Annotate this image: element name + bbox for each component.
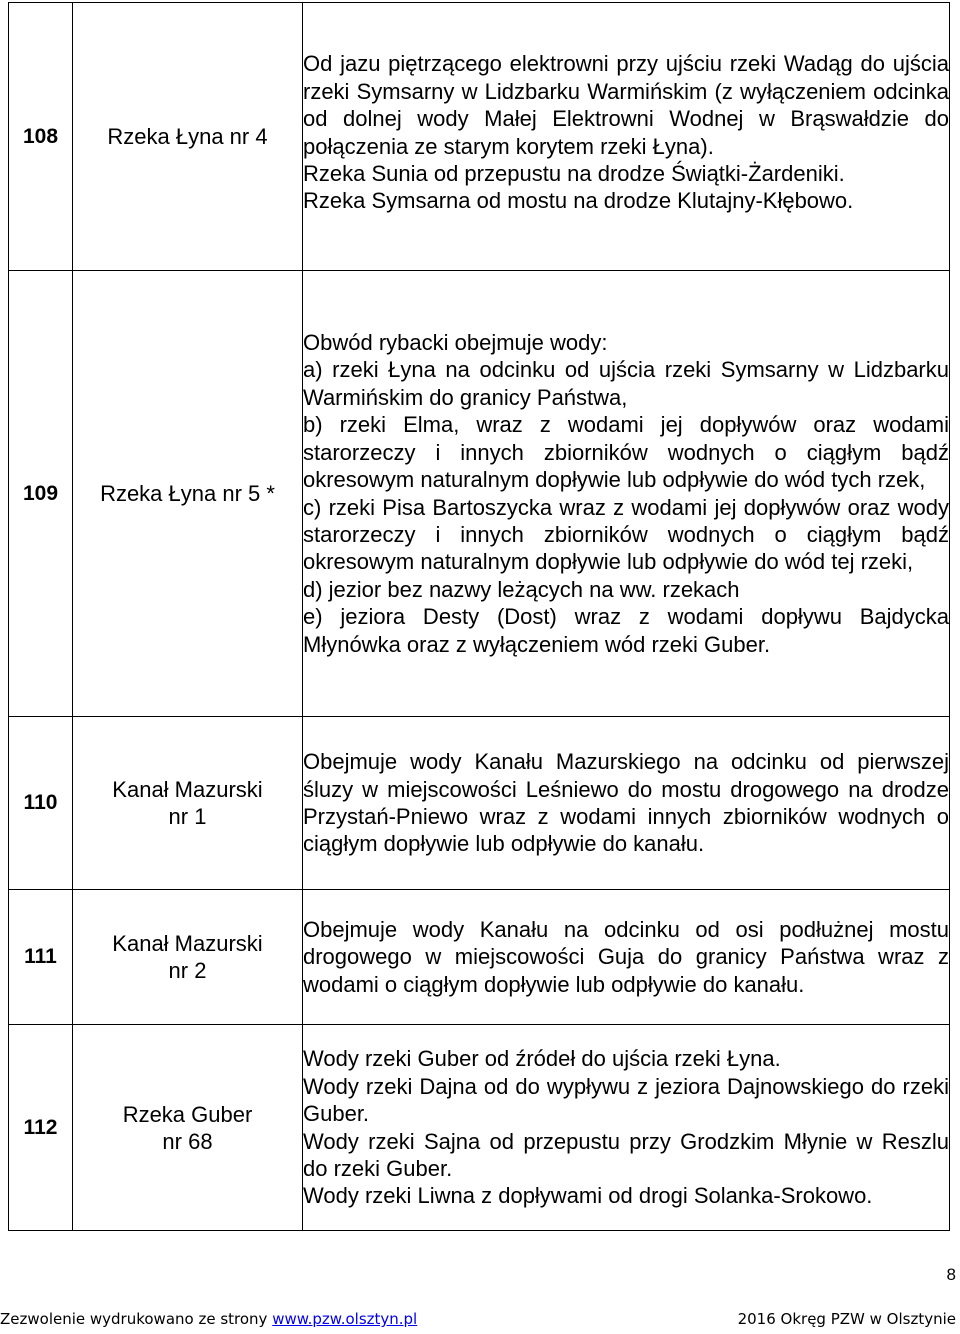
description-paragraph: a) rzeki Łyna na odcinku od ujścia rzeki Symsarny w Lidzbarku Warmińskim do granicy Państwa, [303,357,949,410]
footer-website-link[interactable]: www.pzw.olsztyn.pl [272,1310,418,1328]
district-name-line: Kanał Mazurski [112,777,263,802]
district-name [73,717,303,890]
footer-organization: 2016 Okręg PZW w Olsztynie [737,1310,956,1328]
district-number: 109 [9,271,73,717]
district-name-line: nr 68 [162,1128,213,1154]
description-paragraph: Rzeka Symsarna od mostu na drodze Klutajny-Kłębowo. [303,188,854,214]
district-number: 108 [9,3,73,271]
district-name-line: Rzeka Guber [122,1101,253,1127]
district-description [303,717,950,890]
fishing-districts-table [8,2,950,1231]
page-number: 8 [946,1265,956,1284]
footer-print-note [0,1310,417,1328]
description-paragraph: Obejmuje wody Kanału na odcinku od osi podłużnej mostu drogowego w miejscowości Guja do granicy Państwa wraz z wodami o ciągłym dopływie lub odpływie do kanału. [303,916,949,997]
table-row [9,271,950,717]
description-paragraph: e) jeziora Desty (Dost) wraz z wodami dopływu Bajdycka Młynówka oraz z wyłączeniem wód rzeki Guber. [303,604,949,657]
district-name-line: nr 2 [168,958,207,983]
description-paragraph: b) rzeki Elma, wraz z wodami jej dopływów oraz wodami starorzeczy i innych zbiorników wodnych o ciągłym bądź okresowym naturalnym dopływie lub odpływie do wód tych rzek, [303,412,949,493]
description-paragraph: Od jazu piętrzącego elektrowni przy ujściu rzeki Wadąg do ujścia rzeki Symsarny w Lidzbarku Warmińskim (z wyłączeniem odcinka od dolnej wody Małej Elektrowni Wodnej w Brąswałdzie do połączenia ze starym korytem rzeki Łyna). [303,51,949,159]
description-paragraph: Obejmuje wody Kanału Mazurskiego na odcinku od pierwszej śluzy w miejscowości Leśniewo do mostu drogowego na drodze Przystań-Pniewo wraz z wodami innych zbiorników wodnych o ciągłym dopływie lub odpływie do kanału. [303,749,949,857]
table-row [9,717,950,890]
district-description [303,3,950,271]
table-row [9,890,950,1025]
description-paragraph: Wody rzeki Liwna z dopływami od drogi Solanka-Srokowo. [303,1183,873,1209]
district-name [73,890,303,1025]
district-name [73,271,303,717]
district-number: 112 [9,1025,73,1231]
district-name [73,1025,303,1231]
table-row [9,1025,950,1231]
district-name [73,3,303,271]
district-name-line: nr 1 [168,804,207,829]
description-paragraph: c) rzeki Pisa Bartoszycka wraz z wodami jej dopływów oraz wody starorzeczy i innych zbiorników wodnych o ciągłym bądź okresowym naturalnym dopływie lub odpływie do wód tej rzeki, [303,494,949,575]
district-name-line: Rzeka Łyna nr 4 [107,124,268,149]
footer-print-note-text: Zezwolenie wydrukowano ze strony [0,1310,273,1328]
district-number: 110 [9,717,73,890]
description-paragraph: Obwód rybacki obejmuje wody: [303,330,608,356]
description-paragraph: Wody rzeki Guber od źródeł do ujścia rzeki Łyna. [303,1046,781,1072]
district-description [303,1025,950,1231]
description-paragraph: Wody rzeki Dajna od do wypływu z jeziora Dajnowskiego do rzeki Guber. [303,1073,949,1127]
district-description [303,890,950,1025]
description-paragraph: d) jezior bez nazwy leżących na ww. rzekach [303,576,740,602]
district-name-line: Rzeka Łyna nr 5 * [100,481,275,506]
page-footer [0,1310,960,1334]
district-number: 111 [9,890,73,1025]
district-name-line: Kanał Mazurski [112,931,263,956]
description-paragraph: Wody rzeki Sajna od przepustu przy Grodzkim Młynie w Reszlu do rzeki Guber. [303,1128,949,1181]
table-row [9,3,950,271]
description-paragraph: Rzeka Sunia od przepustu na drodze Świątki-Żardeniki. [303,160,845,186]
district-description [303,271,950,717]
